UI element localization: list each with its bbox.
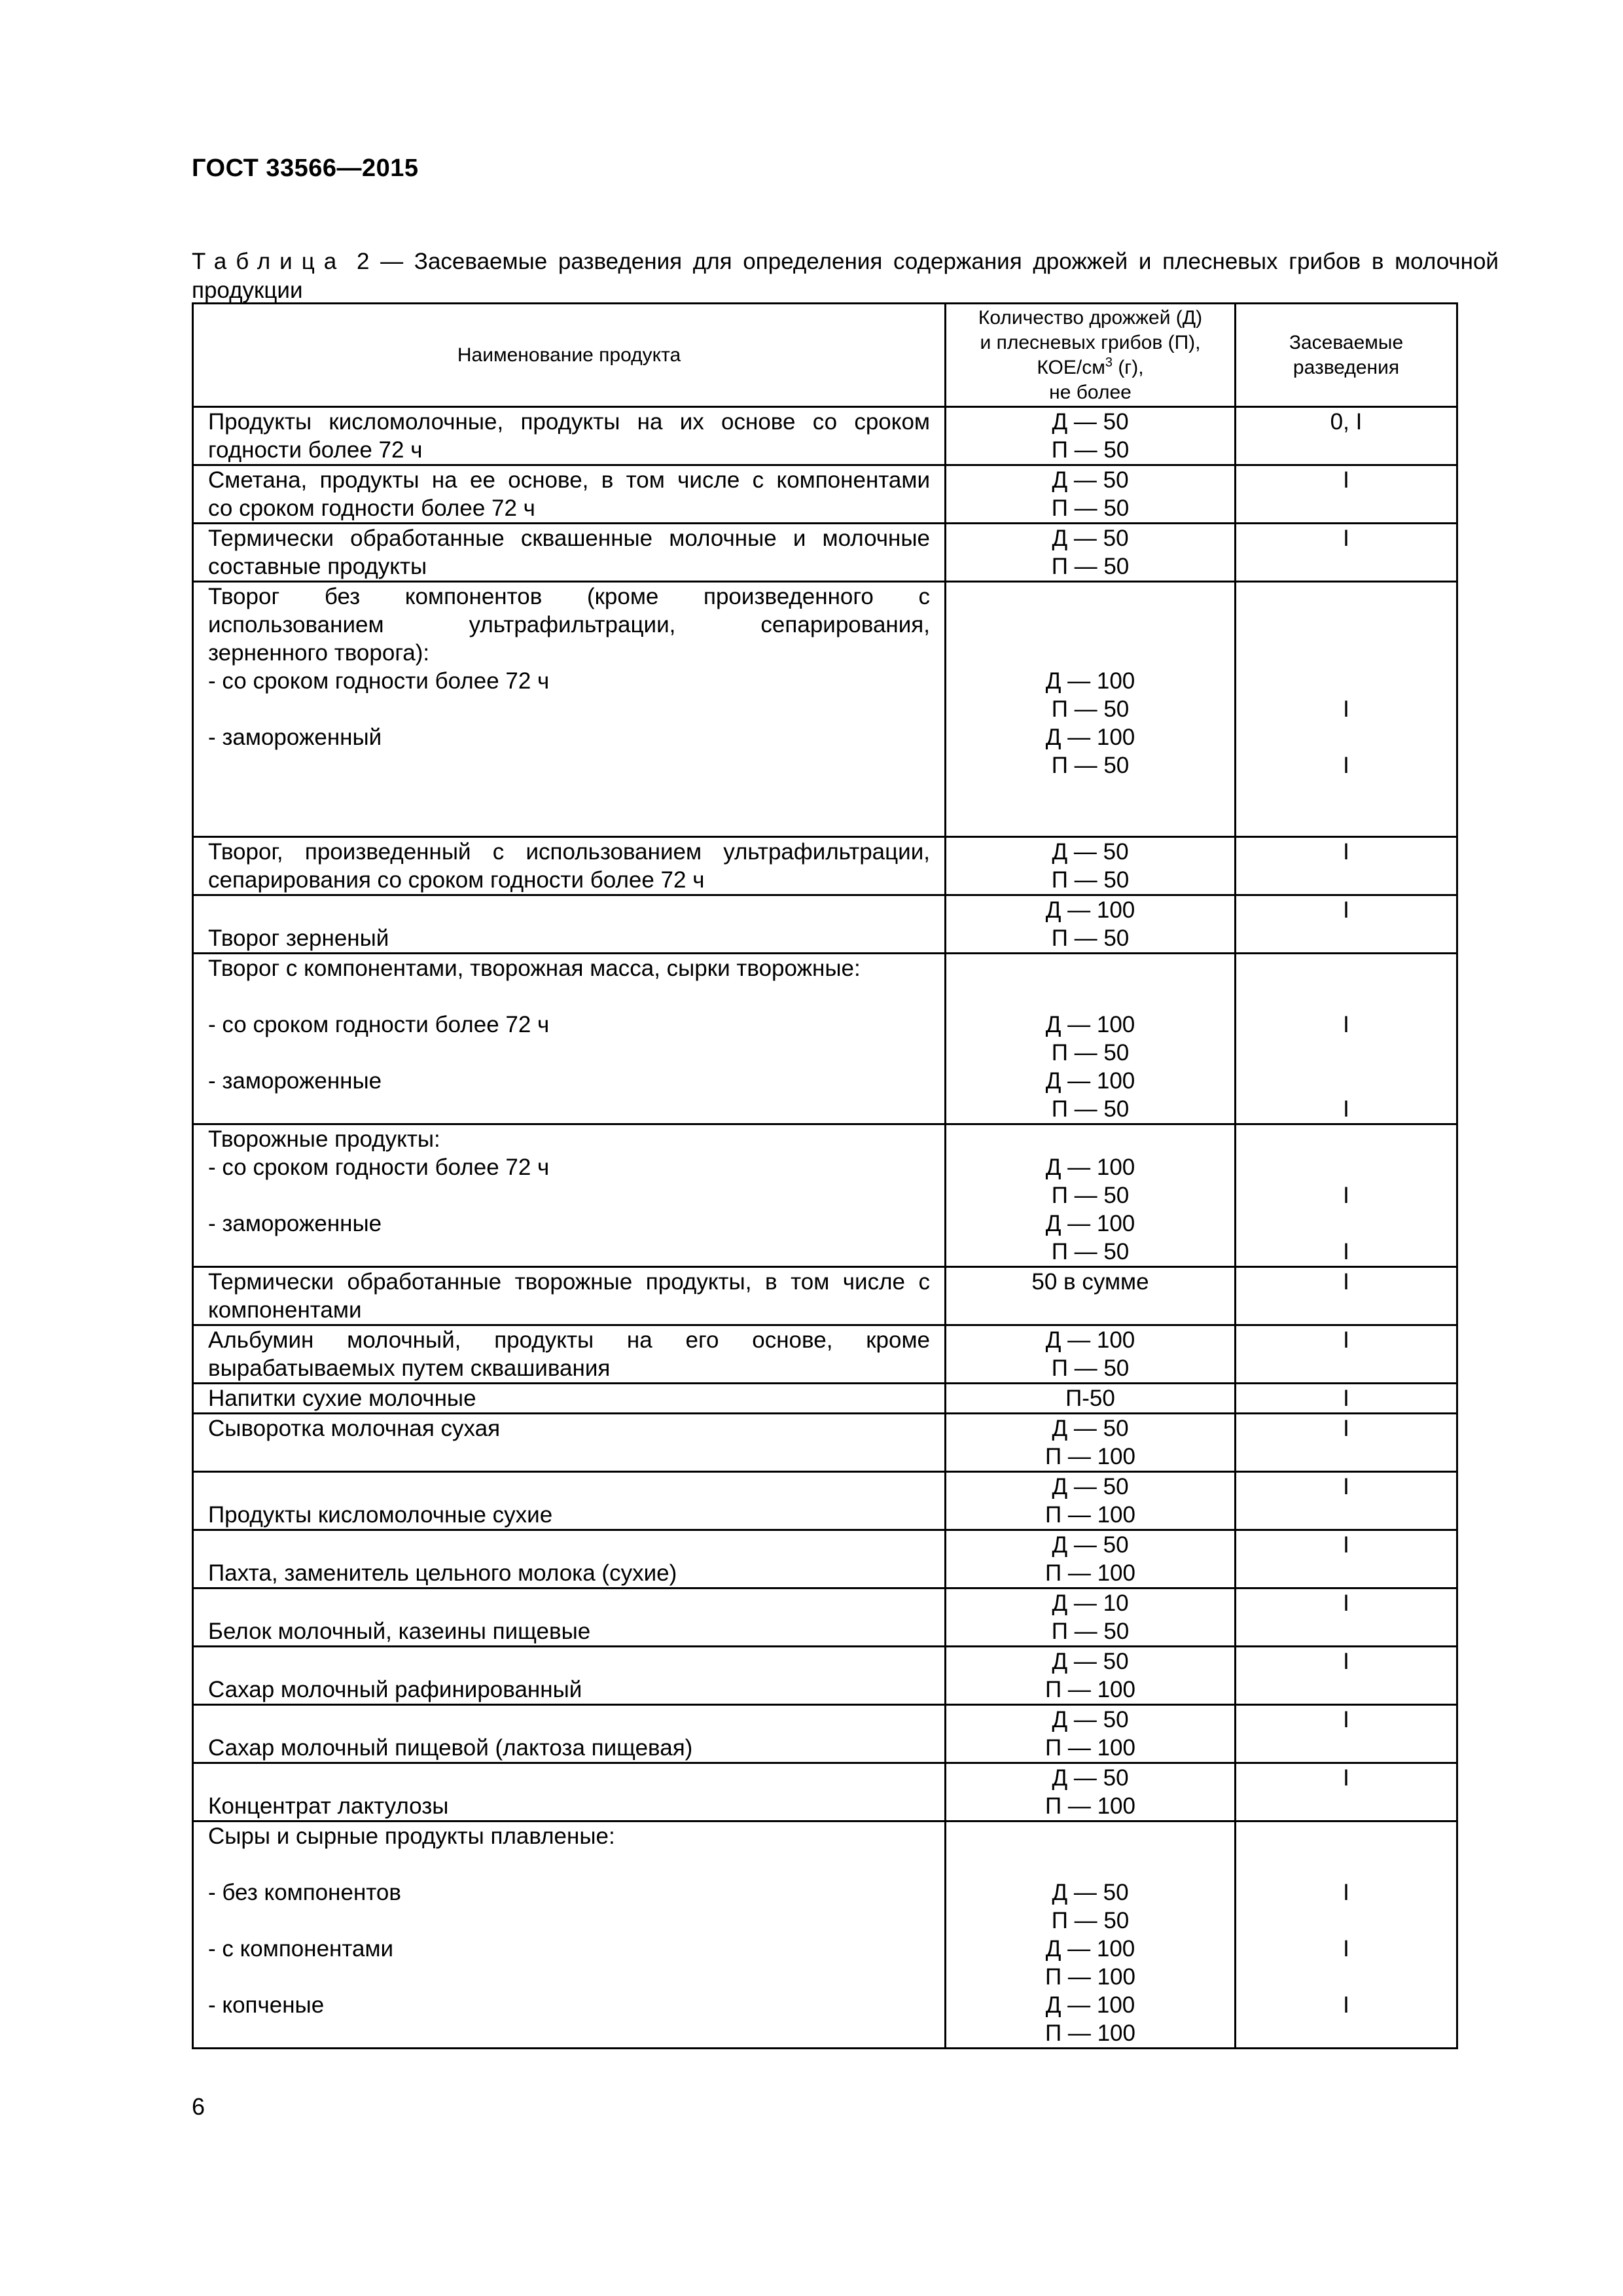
count-value	[946, 639, 1234, 667]
dilution-cell	[1236, 1763, 1457, 1821]
count-value: Д — 100	[1045, 1211, 1135, 1236]
count-value: П — 50	[1051, 437, 1130, 463]
product-name-line	[208, 982, 930, 1011]
yeast-mold-count-cell	[946, 1384, 1236, 1414]
product-name-line: Пахта, заменитель цельного молока (сухие)	[208, 1560, 677, 1586]
product-name-line: Творог без компонентов (кроме произведенного с	[208, 584, 930, 609]
count-value: Д — 10	[1052, 1590, 1129, 1616]
product-name-line	[208, 2019, 930, 2047]
count-value: Д — 50	[1052, 1474, 1129, 1499]
column-header-dilution: Засеваемые разведения	[1236, 304, 1457, 407]
product-name-cell	[193, 954, 946, 1124]
yeast-mold-count-cell	[946, 1705, 1236, 1763]
product-name-line: компонентами	[208, 1297, 362, 1323]
dilution-value: I	[1343, 897, 1349, 923]
yeast-mold-count-cell	[946, 1267, 1236, 1325]
dilution-value	[1236, 780, 1456, 808]
count-value	[946, 982, 1234, 1011]
count-value: Д — 50	[1052, 1416, 1129, 1441]
product-name-line	[208, 1589, 930, 1617]
product-name-line: годности более 72 ч	[208, 437, 423, 463]
dilution-cell	[1236, 1472, 1457, 1530]
count-value: Д — 100	[1045, 1155, 1135, 1180]
dilution-cell	[1236, 1647, 1457, 1705]
product-name-cell	[193, 1530, 946, 1588]
count-value: Д — 50	[1052, 1765, 1129, 1791]
count-value: П — 50	[1051, 1096, 1130, 1122]
count-value: Д — 100	[1045, 1068, 1135, 1094]
table-caption	[192, 247, 1499, 305]
product-name-line	[208, 896, 930, 924]
product-name-line: - копченые	[208, 1992, 325, 2018]
product-name-line: зерненного творога):	[208, 640, 430, 666]
dilution-value	[1236, 1963, 1456, 1991]
dilution-value: I	[1343, 1386, 1349, 1411]
product-name-line: Сыворотка молочная сухая	[208, 1416, 501, 1441]
count-value: П — 50	[1051, 1183, 1130, 1208]
count-value: Д — 100	[1045, 897, 1135, 923]
dilution-value	[1236, 667, 1456, 695]
dilution-cell	[1236, 1124, 1457, 1267]
dilution-value: I	[1343, 1012, 1349, 1037]
product-name-line: Творог с компонентами, творожная масса, сырки творожные:	[208, 956, 861, 981]
table-row	[193, 1647, 1457, 1705]
product-name-cell	[193, 465, 946, 524]
product-name-line: Альбумин молочный, продукты на его основе, кроме	[208, 1327, 930, 1353]
product-name-line: Продукты кисломолочные сухие	[208, 1502, 553, 1528]
product-name-line	[208, 780, 930, 808]
product-name-line	[208, 1647, 930, 1676]
yeast-mold-count-cell	[946, 524, 1236, 582]
product-name-cell	[193, 407, 946, 465]
count-value: П-50	[1065, 1386, 1115, 1411]
count-value	[946, 780, 1234, 808]
product-name-line: Термически обработанные творожные продукты, в том числе с	[208, 1269, 930, 1295]
dilution-value: I	[1343, 753, 1349, 778]
column-header-name: Наименование продукта	[193, 304, 946, 407]
count-value: Д — 100	[1045, 1327, 1135, 1353]
product-name-line	[208, 1963, 930, 1991]
dilution-cell	[1236, 1530, 1457, 1588]
dilution-cell	[1236, 582, 1457, 837]
product-name-line: - замороженные	[208, 1068, 382, 1094]
count-value	[946, 1850, 1234, 1878]
table-row	[193, 954, 1457, 1124]
count-value	[946, 611, 1234, 639]
count-value	[946, 954, 1234, 982]
dilution-value: I	[1343, 1765, 1349, 1791]
dilution-value: I	[1343, 1936, 1349, 1962]
dilution-value	[1236, 954, 1456, 982]
table-row	[193, 1267, 1457, 1325]
table-caption-number: 2	[356, 249, 370, 274]
count-value: Д — 100	[1045, 1012, 1135, 1037]
dilution-cell	[1236, 1705, 1457, 1763]
dilution-value: I	[1343, 1649, 1349, 1674]
table-row	[193, 524, 1457, 582]
product-name-line: Напитки сухие молочные	[208, 1386, 476, 1411]
count-value: П — 50	[1051, 925, 1130, 951]
product-name-cell	[193, 1588, 946, 1647]
table-row	[193, 1124, 1457, 1267]
dilution-value	[1236, 1850, 1456, 1878]
count-value: Д — 100	[1045, 1992, 1135, 2018]
product-name-line	[208, 1706, 930, 1734]
count-value: П — 50	[1051, 753, 1130, 778]
table-caption-prefix: Таблица	[192, 249, 346, 274]
dilution-value: I	[1343, 1096, 1349, 1122]
dilution-cell	[1236, 895, 1457, 954]
product-name-cell	[193, 1705, 946, 1763]
dilution-cell	[1236, 837, 1457, 895]
table-header-row	[193, 304, 1457, 407]
yeast-mold-count-cell	[946, 1821, 1236, 2049]
count-value: Д — 50	[1052, 1880, 1129, 1905]
count-value: П — 100	[1044, 1793, 1135, 1819]
dilution-cell	[1236, 1414, 1457, 1472]
product-name-cell	[193, 582, 946, 837]
dilution-value: I	[1343, 839, 1349, 865]
count-value	[946, 583, 1234, 611]
product-name-line: Сыры и сырные продукты плавленые:	[208, 1823, 615, 1849]
yeast-mold-count-cell	[946, 1763, 1236, 1821]
table-row	[193, 1588, 1457, 1647]
count-value: П — 50	[1051, 1908, 1130, 1933]
product-name-line	[208, 695, 930, 723]
dilution-value	[1236, 583, 1456, 611]
count-value: Д — 50	[1052, 467, 1129, 493]
table-row	[193, 582, 1457, 837]
count-value	[946, 1125, 1234, 1153]
table-row	[193, 1325, 1457, 1384]
dilution-cell	[1236, 407, 1457, 465]
count-value: П — 100	[1044, 1677, 1135, 1702]
count-value: П — 50	[1051, 1239, 1130, 1265]
product-name-line: со сроком годности более 72 ч	[208, 495, 535, 521]
dilution-value	[1236, 1210, 1456, 1238]
product-name-cell	[193, 1124, 946, 1267]
product-name-line: вырабатываемых путем сквашивания	[208, 1355, 611, 1381]
dilution-value	[1236, 723, 1456, 751]
dilution-cell	[1236, 1267, 1457, 1325]
product-name-cell	[193, 1384, 946, 1414]
count-value: Д — 100	[1045, 1936, 1135, 1962]
yeast-mold-count-cell	[946, 582, 1236, 837]
dilution-cell	[1236, 1384, 1457, 1414]
table-row	[193, 895, 1457, 954]
dilution-value	[1236, 982, 1456, 1011]
product-name-line	[208, 1473, 930, 1501]
product-name-cell	[193, 837, 946, 895]
yeast-mold-count-cell	[946, 1530, 1236, 1588]
yeast-mold-count-cell	[946, 1647, 1236, 1705]
dilution-value	[1236, 1822, 1456, 1850]
count-value: П — 100	[1044, 1735, 1135, 1761]
count-value: П — 50	[1051, 495, 1130, 521]
product-name-line: составные продукты	[208, 554, 427, 579]
dilution-cell	[1236, 524, 1457, 582]
product-name-line: Сахар молочный рафинированный	[208, 1677, 582, 1702]
count-value: Д — 50	[1052, 409, 1129, 435]
product-name-line: - без компонентов	[208, 1880, 401, 1905]
product-name-cell	[193, 524, 946, 582]
count-value: П — 50	[1051, 867, 1130, 893]
dilution-value: I	[1343, 696, 1349, 722]
count-value: Д — 50	[1052, 526, 1129, 551]
dilution-value: I	[1343, 1183, 1349, 1208]
product-name-line	[208, 1039, 930, 1067]
dilution-value	[1236, 639, 1456, 667]
product-name-line	[208, 1531, 930, 1559]
product-name-cell	[193, 1763, 946, 1821]
count-value: 50 в сумме	[1031, 1269, 1149, 1295]
count-value: Д — 100	[1045, 725, 1135, 750]
product-name-line: Продукты кисломолочные, продукты на их основе со сроком	[208, 409, 930, 435]
count-value: Д — 50	[1052, 1532, 1129, 1558]
product-name-line: сепарирования со сроком годности более 72 ч	[208, 867, 705, 893]
count-value: П — 50	[1051, 1355, 1130, 1381]
yeast-mold-count-cell	[946, 837, 1236, 895]
product-name-line: Сахар молочный пищевой (лактоза пищевая)	[208, 1735, 693, 1761]
table-row	[193, 1384, 1457, 1414]
product-name-line: использованием ультрафильтрации, сепарирования,	[208, 612, 930, 637]
dilution-cell	[1236, 954, 1457, 1124]
dilution-value	[1236, 1067, 1456, 1095]
table-caption-text: — Засеваемые разведения для определения содержания дрожжей и плесневых грибов в молочной продукции	[192, 249, 1499, 303]
product-name-line: Творог, произведенный с использованием ультрафильтрации,	[208, 839, 930, 865]
dilution-cell	[1236, 465, 1457, 524]
dilution-value	[1236, 1039, 1456, 1067]
dilution-value	[1236, 1907, 1456, 1935]
dilution-value	[1236, 611, 1456, 639]
product-name-cell	[193, 1472, 946, 1530]
dilution-cell	[1236, 1588, 1457, 1647]
dilution-value: I	[1343, 1474, 1349, 1499]
yeast-mold-count-cell	[946, 895, 1236, 954]
count-value	[946, 1822, 1234, 1850]
product-name-line	[208, 751, 930, 780]
yeast-mold-count-cell	[946, 1414, 1236, 1472]
dilution-value: 0, I	[1330, 409, 1363, 435]
dilution-value: I	[1343, 1707, 1349, 1732]
yeast-mold-count-cell	[946, 1325, 1236, 1384]
product-name-line: - со сроком годности более 72 ч	[208, 1155, 550, 1180]
product-name-line	[208, 1850, 930, 1878]
dilution-cell	[1236, 1821, 1457, 2049]
yeast-mold-count-cell	[946, 1472, 1236, 1530]
dilution-value: I	[1343, 1327, 1349, 1353]
product-name-line: - со сроком годности более 72 ч	[208, 1012, 550, 1037]
count-value: П — 100	[1044, 1444, 1135, 1469]
yeast-mold-count-cell	[946, 1124, 1236, 1267]
dilution-table	[192, 302, 1458, 2049]
table-row	[193, 1763, 1457, 1821]
product-name-line: Сметана, продукты на ее основе, в том числе с компонентами	[208, 467, 930, 493]
count-value: П — 100	[1044, 1964, 1135, 1990]
count-value: Д — 50	[1052, 839, 1129, 865]
product-name-line: Термически обработанные сквашенные молочные и молочные	[208, 526, 930, 551]
count-value: П — 50	[1051, 554, 1130, 579]
count-value	[946, 808, 1234, 836]
dilution-value: I	[1343, 1269, 1349, 1295]
product-name-line: - замороженный	[208, 725, 382, 750]
table-row	[193, 1821, 1457, 2049]
dilution-value	[1236, 2019, 1456, 2047]
product-name-line	[208, 808, 930, 836]
column-header-count: Количество дрожжей (Д) и плесневых грибов (П), КОЕ/$см^3$ (г), не более	[946, 304, 1236, 407]
product-name-cell	[193, 1325, 946, 1384]
dilution-value: I	[1343, 1532, 1349, 1558]
count-value: П — 100	[1044, 1502, 1135, 1528]
dilution-value: I	[1343, 1590, 1349, 1616]
dilution-value: I	[1343, 1416, 1349, 1441]
dilution-value	[1236, 1125, 1456, 1153]
product-name-cell	[193, 1267, 946, 1325]
table-row	[193, 1530, 1457, 1588]
product-name-line	[208, 1181, 930, 1210]
yeast-mold-count-cell	[946, 954, 1236, 1124]
yeast-mold-count-cell	[946, 1588, 1236, 1647]
table-row	[193, 1414, 1457, 1472]
table-row	[193, 465, 1457, 524]
dilution-value: I	[1343, 1239, 1349, 1265]
table-row	[193, 1472, 1457, 1530]
yeast-mold-count-cell	[946, 407, 1236, 465]
dilution-value: I	[1343, 1992, 1349, 2018]
product-name-line: Белок молочный, казеины пищевые	[208, 1619, 591, 1644]
table-row	[193, 1705, 1457, 1763]
product-name-line: Концентрат лактулозы	[208, 1793, 449, 1819]
product-name-cell	[193, 895, 946, 954]
count-value: Д — 50	[1052, 1707, 1129, 1732]
product-name-line: Творожные продукты:	[208, 1126, 440, 1152]
document-code: ГОСТ 33566—2015	[192, 154, 419, 182]
product-name-line	[208, 1764, 930, 1792]
dilution-cell	[1236, 1325, 1457, 1384]
table-row	[193, 407, 1457, 465]
product-name-line	[208, 1907, 930, 1935]
dilution-value: I	[1343, 526, 1349, 551]
product-name-cell	[193, 1414, 946, 1472]
count-value: П — 100	[1044, 1560, 1135, 1586]
product-name-line: Творог зерненый	[208, 925, 389, 951]
count-value: П — 50	[1051, 1040, 1130, 1066]
dilution-value	[1236, 808, 1456, 836]
page-number: 6	[192, 2093, 205, 2120]
count-value: Д — 50	[1052, 1649, 1129, 1674]
product-name-line: - со сроком годности более 72 ч	[208, 668, 550, 694]
dilution-value	[1236, 1153, 1456, 1181]
product-name-line: - замороженные	[208, 1211, 382, 1236]
yeast-mold-count-cell	[946, 465, 1236, 524]
dilution-value: I	[1343, 1880, 1349, 1905]
table-row	[193, 837, 1457, 895]
product-name-line: - с компонентами	[208, 1936, 394, 1962]
product-name-cell	[193, 1647, 946, 1705]
dilution-value: I	[1343, 467, 1349, 493]
count-value: П — 50	[1051, 696, 1130, 722]
count-value: П — 50	[1051, 1619, 1130, 1644]
product-name-cell	[193, 1821, 946, 2049]
count-value: Д — 100	[1045, 668, 1135, 694]
count-value: П — 100	[1044, 2020, 1135, 2046]
